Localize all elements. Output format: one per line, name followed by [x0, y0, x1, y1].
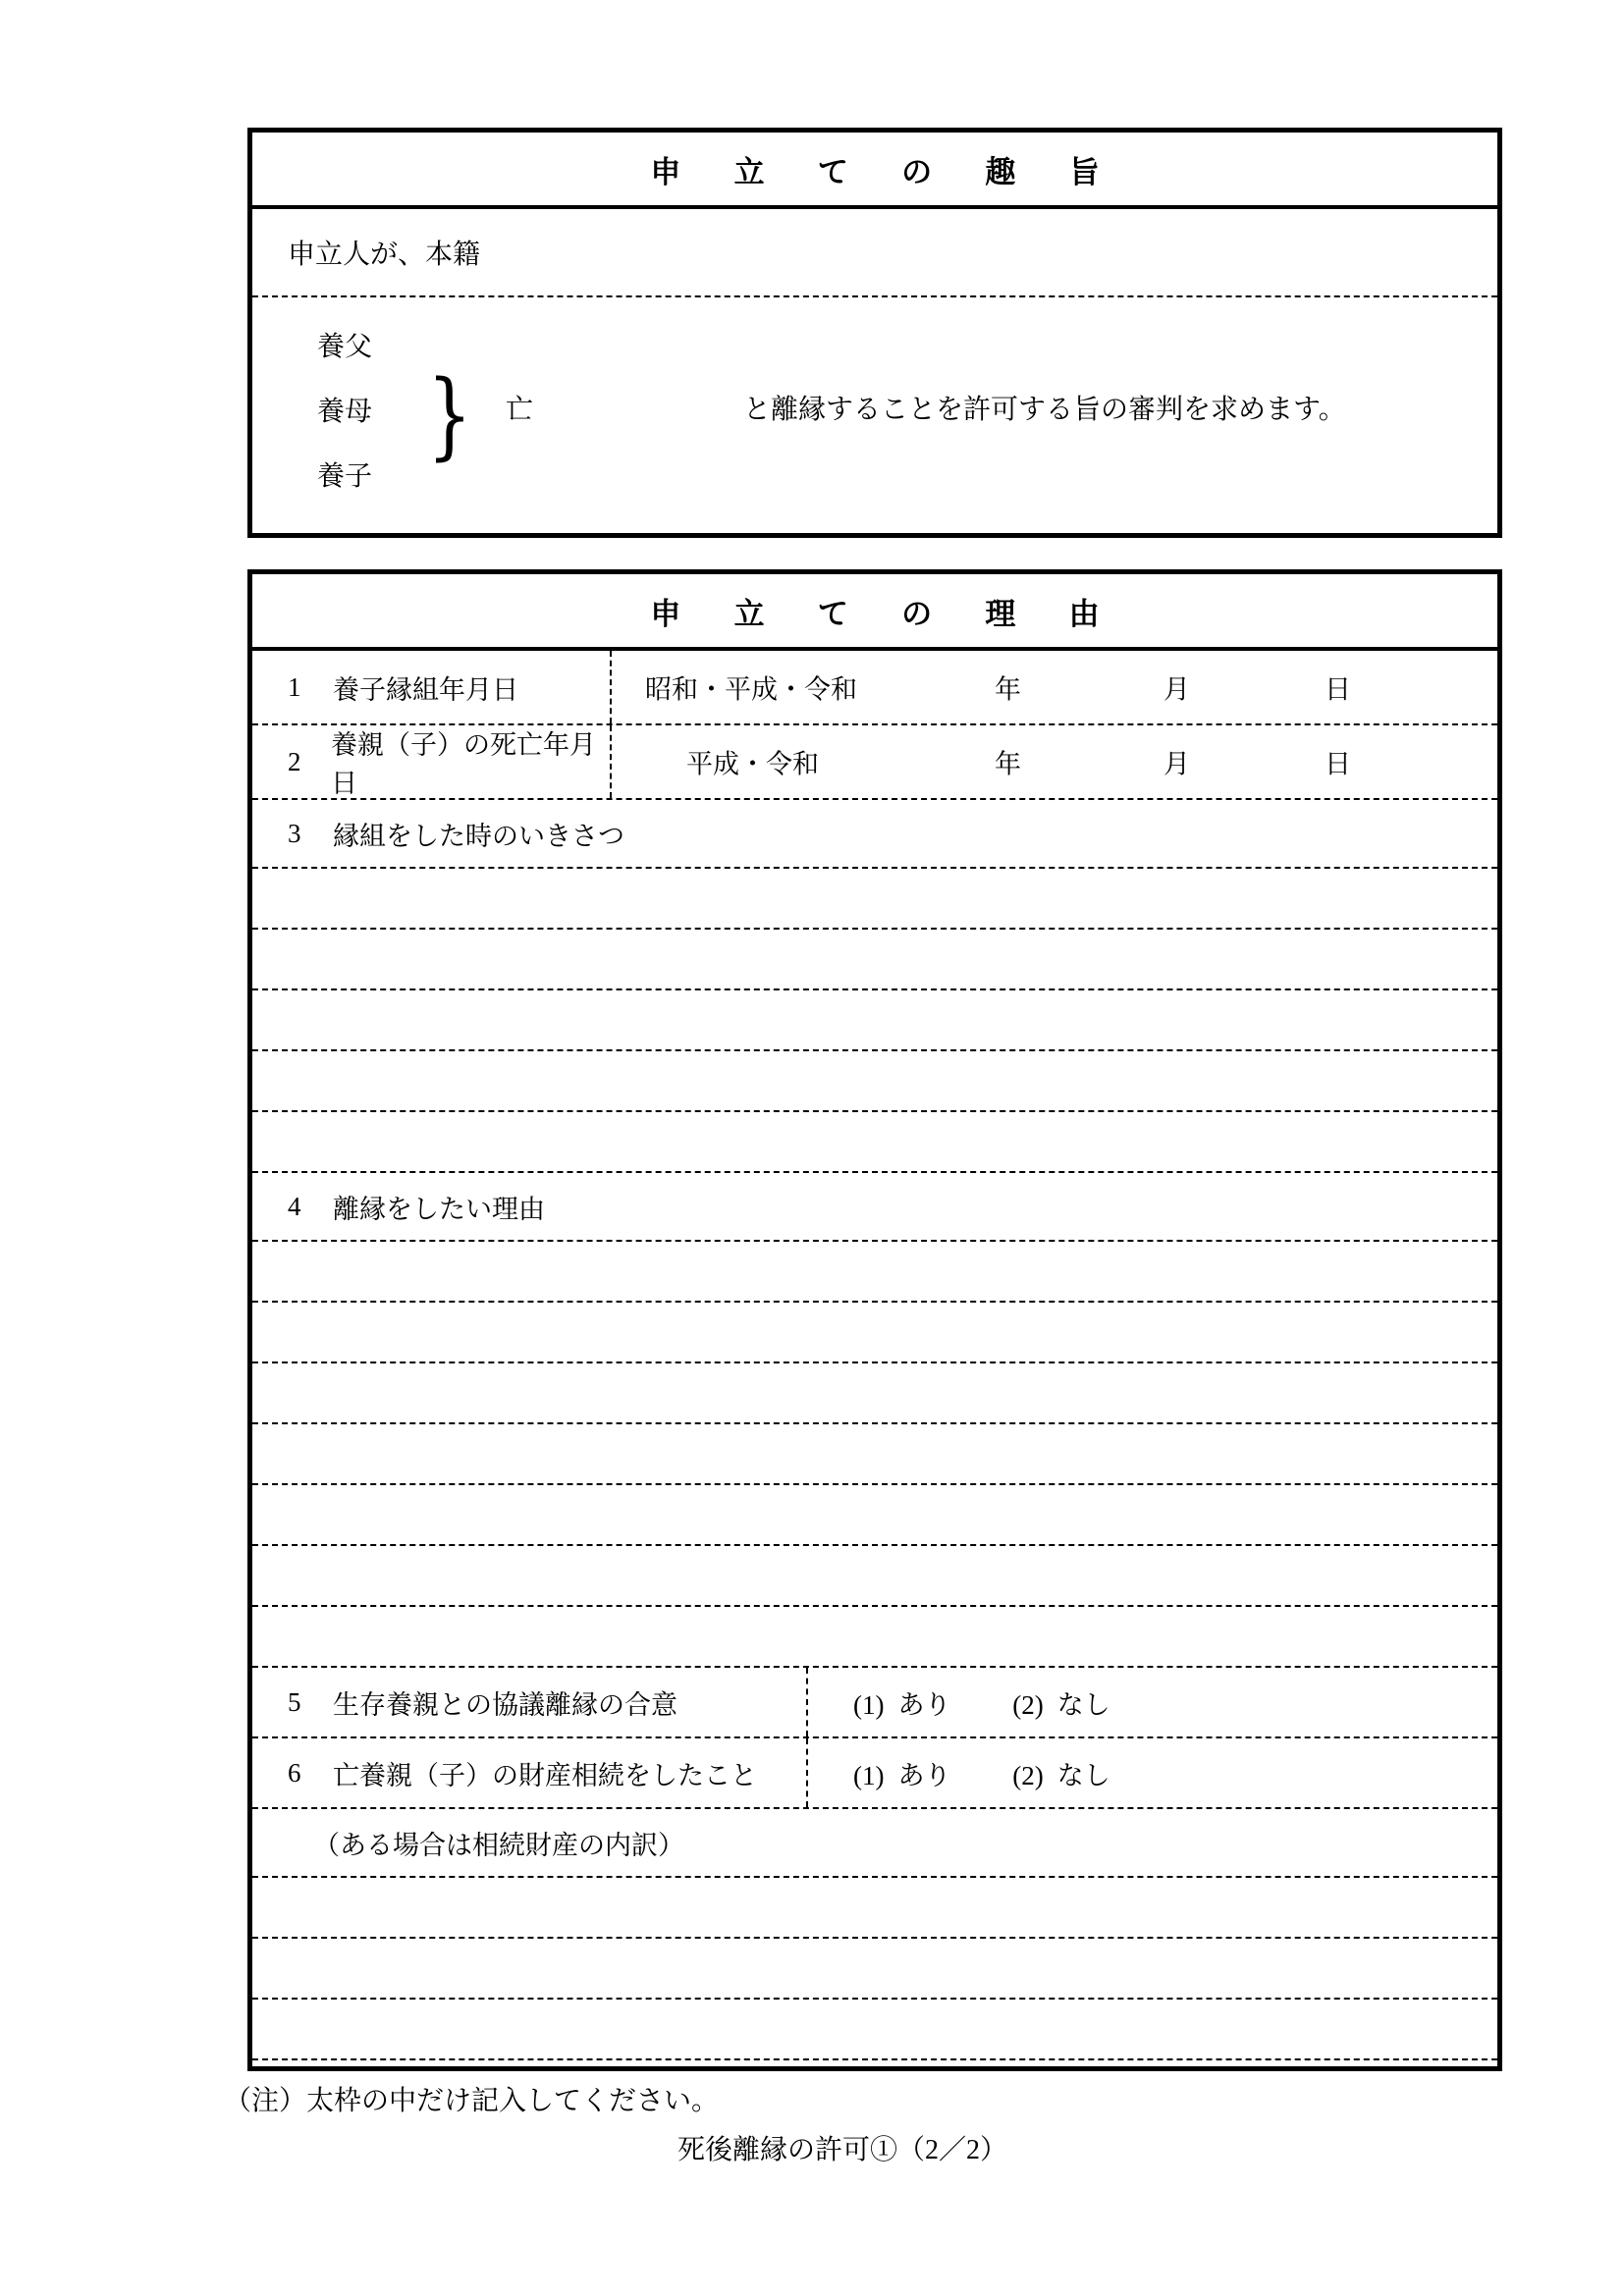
purpose-section-title: 申 立 て の 趣 旨: [252, 133, 1497, 209]
row-2-year-label: 年: [995, 749, 1021, 779]
row-3-write-line[interactable]: [252, 869, 1497, 930]
kin-selection-area: [252, 297, 1497, 533]
row-3-write-line[interactable]: [252, 1112, 1497, 1173]
honseki-input-row[interactable]: [252, 209, 1497, 297]
row-5-label: 生存養親との協議離縁の合意: [333, 1689, 677, 1720]
row-5-choice-1-number: (1): [853, 1689, 885, 1720]
reason-table: [252, 651, 1497, 2121]
row-5-choice-nashi[interactable]: [1012, 1690, 1110, 1720]
row-1-year-label: 年: [995, 674, 1021, 705]
kin-option-adopted-child[interactable]: 養子: [317, 461, 373, 492]
table-row: [252, 725, 1497, 800]
row-1-number: 1: [288, 671, 301, 702]
deceased-marker: 亡: [506, 395, 534, 425]
table-row: [252, 1738, 1497, 1809]
row-6-choice-1-label: あり: [897, 1760, 951, 1790]
row-2-label: 養親（子）の死亡年月日: [330, 730, 596, 798]
inheritance-write-line[interactable]: [252, 1939, 1497, 2000]
row-1-era-options[interactable]: 昭和・平成・令和: [645, 674, 857, 705]
curly-brace-icon: }: [427, 360, 472, 470]
row-4-write-line[interactable]: [252, 1485, 1497, 1546]
inheritance-breakdown-label-row: [252, 1809, 1497, 1878]
row-5-choice-ari[interactable]: [853, 1690, 957, 1720]
row-5-choice-1-label: あり: [897, 1689, 951, 1720]
row-3-number: 3: [288, 818, 301, 848]
reason-section-title: 申 立 て の 理 由: [252, 574, 1497, 651]
row-1-label-cell: [252, 651, 610, 723]
row-6-label-cell: [252, 1738, 806, 1807]
row-1-label: 養子縁組年月日: [333, 674, 518, 705]
row-3-label: 縁組をした時のいきさつ: [333, 821, 624, 851]
row-2-date-cell[interactable]: [610, 725, 1493, 798]
row-4-write-line[interactable]: [252, 1303, 1497, 1363]
row-6-number: 6: [288, 1757, 301, 1788]
row-6-choice-ari[interactable]: [853, 1761, 957, 1790]
purpose-section: [247, 128, 1502, 538]
purpose-sentence: と離縁することを許可する旨の審判を求めます。: [743, 395, 1346, 425]
row-5-choice-cell: [806, 1668, 1493, 1736]
row-3-write-line[interactable]: [252, 930, 1497, 990]
row-4-number: 4: [288, 1191, 301, 1221]
kin-option-adoptive-mother[interactable]: 養母: [317, 397, 373, 427]
row-4-write-line[interactable]: [252, 1424, 1497, 1485]
row-4-label-cell: [252, 1173, 1497, 1242]
row-1-day-label: 日: [1325, 674, 1351, 705]
row-3-write-line[interactable]: [252, 1051, 1497, 1112]
row-4-label: 離縁をしたい理由: [333, 1194, 545, 1224]
inheritance-write-line[interactable]: [252, 2000, 1497, 2060]
reason-section: [247, 569, 1502, 2071]
kin-option-adoptive-father[interactable]: 養父: [317, 332, 373, 362]
row-4-write-line[interactable]: [252, 1546, 1497, 1607]
inheritance-breakdown-label: （ある場合は相続財産の内訳）: [313, 1830, 684, 1860]
row-1-month-label: 月: [1164, 674, 1190, 705]
row-5-number: 5: [288, 1686, 301, 1717]
row-2-day-label: 日: [1325, 749, 1351, 779]
row-1-date-cell[interactable]: [610, 651, 1493, 723]
row-6-choice-nashi[interactable]: [1012, 1761, 1110, 1790]
row-5-choice-2-number: (2): [1012, 1689, 1044, 1720]
table-row: [252, 651, 1497, 725]
row-2-label-cell: [252, 725, 610, 798]
row-3-label-cell: [252, 800, 1497, 869]
row-6-choice-2-label: なし: [1056, 1760, 1110, 1790]
form-note: （注）太枠の中だけ記入してください。: [224, 2086, 720, 2116]
row-2-era-options[interactable]: 平成・令和: [686, 749, 819, 779]
row-6-choice-2-number: (2): [1012, 1760, 1044, 1790]
row-3-write-line[interactable]: [252, 990, 1497, 1051]
row-4-write-line[interactable]: [252, 1607, 1497, 1668]
row-6-choice-1-number: (1): [853, 1760, 885, 1790]
row-6-label: 亡養親（子）の財産相続をしたこと: [333, 1760, 757, 1790]
row-2-month-label: 月: [1164, 749, 1190, 779]
kin-option-list: [317, 315, 372, 509]
row-5-choice-2-label: なし: [1056, 1689, 1110, 1720]
form-identifier: 死後離縁の許可①（2／2）: [677, 2135, 1008, 2165]
honseki-label: 申立人が、本籍: [288, 240, 481, 270]
table-row: [252, 1668, 1497, 1738]
inheritance-write-line[interactable]: [252, 1878, 1497, 1939]
row-5-label-cell: [252, 1668, 806, 1736]
row-6-choice-cell: [806, 1738, 1493, 1807]
row-2-number: 2: [288, 746, 301, 776]
row-4-write-line[interactable]: [252, 1242, 1497, 1303]
row-4-write-line[interactable]: [252, 1363, 1497, 1424]
